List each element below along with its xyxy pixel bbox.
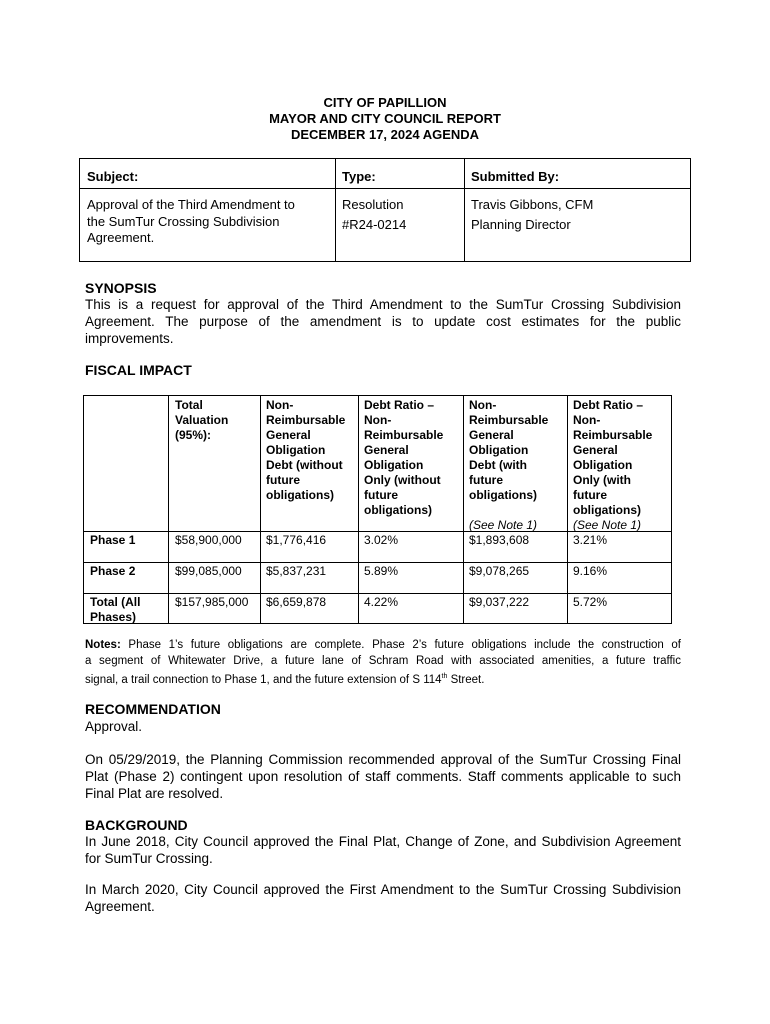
cell-debt-with: $1,893,608 — [469, 533, 530, 547]
header-line: Only (with — [573, 473, 631, 487]
header-line: Obligation — [266, 443, 326, 457]
fiscal-col-divider — [168, 396, 169, 623]
fiscal-row-divider — [84, 593, 671, 594]
fiscal-table — [83, 395, 672, 624]
synopsis-heading: SYNOPSIS — [85, 280, 157, 296]
subject-line: the SumTur Crossing Subdivision — [87, 213, 280, 229]
header-line: Reimbursable — [469, 413, 549, 427]
row-label-line: Total (All — [90, 595, 141, 609]
submitted-line: Planning Director — [471, 217, 571, 232]
recommendation-paragraph — [85, 751, 681, 802]
cell-valuation: $99,085,000 — [175, 564, 242, 578]
header-ratio-with — [573, 398, 667, 533]
header-line: Obligation — [469, 443, 529, 457]
header-debt-with — [469, 398, 562, 533]
submitted-line: Travis Gibbons, CFM — [471, 197, 594, 212]
notes-line — [85, 638, 681, 654]
recommendation-line: On 05/29/2019, the Planning Commission recommended approval of the SumTur Crossing Final — [85, 752, 681, 767]
header-line: Non- — [573, 413, 601, 427]
header-date: DECEMBER 17, 2024 AGENDA — [290, 127, 480, 142]
background-line: In June 2018, City Council approved the Final Plat, Change of Zone, and Subdivision Agreement — [85, 834, 681, 849]
fiscal-col-divider — [260, 396, 261, 623]
background-paragraph-1 — [85, 833, 681, 867]
header-line: obligations) — [469, 488, 537, 502]
row-label-line: Phases) — [90, 610, 137, 624]
recommendation-line: Plat (Phase 2) contingent upon resolution of staff comments. Staff comments applicable to such — [85, 769, 681, 784]
cell-ratio-with: 9.16% — [573, 564, 608, 578]
type-col-divider — [464, 159, 465, 261]
header-line: General — [573, 443, 618, 457]
submitted-label: Submitted By: — [471, 169, 560, 184]
cell-debt-with: $9,037,222 — [469, 595, 530, 609]
header-line: General — [469, 428, 514, 442]
fiscal-notes — [85, 638, 681, 688]
row-label-total — [90, 595, 140, 625]
background-paragraph-2 — [85, 881, 681, 915]
synopsis-line: Agreement. The purpose of the amendment is to update cost estimates for the public — [85, 314, 681, 329]
cell-debt-without: $6,659,878 — [266, 595, 327, 609]
notes-superscript: th — [441, 673, 448, 680]
recommendation-text: Approval. — [85, 719, 143, 734]
header-line: Valuation — [175, 413, 229, 427]
background-line: for SumTur Crossing. — [85, 851, 213, 866]
see-note-label: (See Note 1) — [573, 518, 642, 532]
notes-line — [85, 669, 681, 688]
header-line: Reimbursable — [266, 413, 346, 427]
row-label-phase-2: Phase 2 — [90, 564, 136, 578]
header-line: Only (without — [364, 473, 441, 487]
cell-ratio-without: 3.02% — [364, 533, 399, 547]
header-line: General — [364, 443, 409, 457]
header-line: (95%): — [175, 428, 212, 442]
type-label: Type: — [342, 169, 376, 184]
header-line: obligations) — [364, 503, 432, 517]
fiscal-col-divider — [567, 396, 568, 623]
fiscal-heading: FISCAL IMPACT — [85, 362, 192, 378]
recommendation-heading: RECOMMENDATION — [85, 701, 221, 717]
background-line: In March 2020, City Council approved the First Amendment to the SumTur Crossing Subdivision — [85, 882, 681, 897]
fiscal-col-divider — [358, 396, 359, 623]
synopsis-line: This is a request for approval of the Third Amendment to the SumTur Crossing Subdivision — [85, 297, 681, 312]
cell-ratio-without: 4.22% — [364, 595, 399, 609]
synopsis-line: improvements. — [85, 331, 174, 346]
cell-valuation: $58,900,000 — [175, 533, 242, 547]
header-line: future — [364, 488, 398, 502]
subject-col-divider — [335, 159, 336, 261]
header-line: Obligation — [573, 458, 633, 472]
notes-text: Street. — [447, 673, 485, 686]
cell-debt-with: $9,078,265 — [469, 564, 530, 578]
cell-valuation: $157,985,000 — [175, 595, 249, 609]
fiscal-col-divider — [463, 396, 464, 623]
header-line: Obligation — [364, 458, 424, 472]
header-city: CITY OF PAPILLION — [323, 95, 447, 110]
header-line: obligations) — [573, 503, 641, 517]
subject-header-divider — [80, 188, 690, 189]
subject-label: Subject: — [87, 169, 139, 184]
notes-label: Notes: — [85, 639, 121, 651]
header-line: Reimbursable — [364, 428, 444, 442]
header-line: Debt (with — [469, 458, 527, 472]
cell-ratio-with: 3.21% — [573, 533, 608, 547]
notes-line: a segment of Whitewater Drive, a future lane of Schram Road with associated amenities, a future traffic — [85, 654, 681, 667]
type-line: #R24-0214 — [342, 217, 407, 232]
synopsis-text — [85, 296, 681, 347]
header-line: General — [266, 428, 311, 442]
header-total-valuation — [175, 398, 255, 443]
cell-ratio-with: 5.72% — [573, 595, 608, 609]
subject-line: Agreement. — [87, 230, 155, 245]
header-line: Total — [175, 398, 203, 412]
cell-debt-without: $1,776,416 — [266, 533, 327, 547]
header-line: Debt (without — [266, 458, 343, 472]
header-line: Non- — [266, 398, 294, 412]
subject-table — [79, 158, 691, 262]
notes-text: signal, a trail connection to Phase 1, and the future extension of S 114 — [85, 673, 442, 686]
header-line: Non- — [364, 413, 392, 427]
background-heading: BACKGROUND — [85, 817, 188, 833]
header-report: MAYOR AND CITY COUNCIL REPORT — [269, 111, 501, 126]
header-line: future — [573, 488, 607, 502]
header-line: obligations) — [266, 488, 334, 502]
header-line: Debt Ratio – — [364, 398, 435, 412]
cell-ratio-without: 5.89% — [364, 564, 399, 578]
header-line: Non- — [469, 398, 497, 412]
fiscal-row-divider — [84, 562, 671, 563]
cell-debt-without: $5,837,231 — [266, 564, 327, 578]
recommendation-line: Final Plat are resolved. — [85, 786, 224, 801]
background-line: Agreement. — [85, 899, 155, 914]
see-note-label: (See Note 1) — [469, 518, 538, 532]
notes-text: Phase 1’s future obligations are complete. Phase 2’s future obligations include the construction of — [120, 639, 681, 651]
header-line: Reimbursable — [573, 428, 653, 442]
header-debt-without — [266, 398, 354, 503]
type-line: Resolution — [342, 197, 404, 212]
header-line: future — [469, 473, 503, 487]
subject-line: Approval of the Third Amendment to — [87, 197, 295, 212]
header-line: Debt Ratio – — [573, 398, 644, 412]
header-line: future — [266, 473, 300, 487]
row-label-phase-1: Phase 1 — [90, 533, 136, 547]
header-ratio-without — [364, 398, 457, 518]
